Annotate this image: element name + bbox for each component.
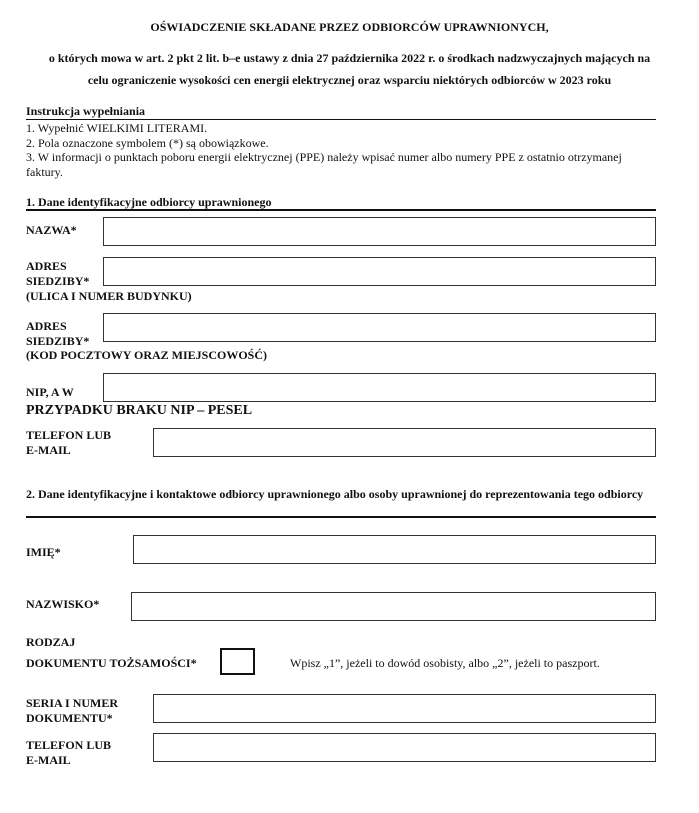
address-street-label-line-2: SIEDZIBY* [26, 274, 90, 288]
section-1-heading: 1. Dane identyfikacyjne odbiorcy uprawnionego [26, 195, 272, 209]
nip-label-line-1: NIP, A W [26, 385, 74, 399]
instruction-item-3: 3. W informacji o punktach poboru energii elektrycznej (PPE) należy wpisać numer albo numery PPE z ostatnio otrzymanej faktury. [26, 150, 622, 179]
phone-email-label-line-2: E-MAIL [26, 443, 71, 457]
document-number-label-line-2: DOKUMENTU* [26, 711, 113, 725]
contact-phone-email-label-line-2: E-MAIL [26, 753, 71, 767]
section-2-divider [26, 516, 656, 518]
section-2-heading: 2. Dane identyfikacyjne i kontaktowe odbiorcy uprawnionego albo osoby uprawnionej do reprezentowania tego odbiorcy [26, 487, 644, 501]
instructions-heading: Instrukcja wypełniania [26, 104, 146, 118]
document-number-label-line-1: SERIA I NUMER [26, 696, 119, 710]
address-postal-label-line-3: (KOD POCZTOWY ORAZ MIEJSCOWOŚĆ) [26, 348, 268, 362]
name-label: NAZWA* [26, 223, 77, 237]
first-name-field[interactable] [133, 535, 656, 564]
name-field[interactable] [103, 217, 656, 246]
instruction-item-2: 2. Pola oznaczone symbolem (*) są obowiązkowe. [26, 136, 269, 150]
address-postal-label-line-2: SIEDZIBY* [26, 334, 90, 348]
first-name-label: IMIĘ* [26, 545, 61, 559]
document-title-line-1: OŚWIADCZENIE SKŁADANE PRZEZ ODBIORCÓW UPRAWNIONYCH, [150, 20, 549, 34]
last-name-label: NAZWISKO* [26, 597, 100, 611]
instruction-item-1: 1. Wypełnić WIELKIMI LITERAMI. [26, 121, 208, 135]
last-name-field[interactable] [131, 592, 656, 621]
document-title-line-3: celu ograniczenie wysokości cen energii elektrycznej oraz wsparciu niektórych odbiorców w 2023 roku [87, 73, 612, 87]
section-1-divider [26, 209, 656, 211]
phone-email-label-line-1: TELEFON LUB [26, 428, 112, 442]
nip-label-line-2: PRZYPADKU BRAKU NIP – PESEL [26, 403, 253, 418]
contact-phone-email-field[interactable] [153, 733, 656, 762]
document-type-hint: Wpisz „1”, jeżeli to dowód osobisty, albo „2”, jeżeli to paszport. [290, 656, 600, 670]
nip-pesel-field[interactable] [103, 373, 656, 402]
document-type-box[interactable] [220, 648, 255, 675]
document-title-line-2: o których mowa w art. 2 pkt 2 lit. b–e ustawy z dnia 27 października 2022 r. o środkach nadzwyczajnych mających na [48, 51, 651, 65]
address-postal-label-line-1: ADRES [26, 319, 67, 333]
document-type-label-line-1: RODZAJ [26, 635, 76, 649]
instructions-divider [26, 119, 656, 120]
document-type-label-line-2: DOKUMENTU TOŻSAMOŚCI* [26, 656, 197, 670]
document-number-field[interactable] [153, 694, 656, 723]
address-street-label-line-3: (ULICA I NUMER BUDYNKU) [26, 289, 192, 303]
address-postal-field[interactable] [103, 313, 656, 342]
phone-email-field[interactable] [153, 428, 656, 457]
address-street-label-line-1: ADRES [26, 259, 67, 273]
contact-phone-email-label-line-1: TELEFON LUB [26, 738, 112, 752]
address-street-field[interactable] [103, 257, 656, 286]
